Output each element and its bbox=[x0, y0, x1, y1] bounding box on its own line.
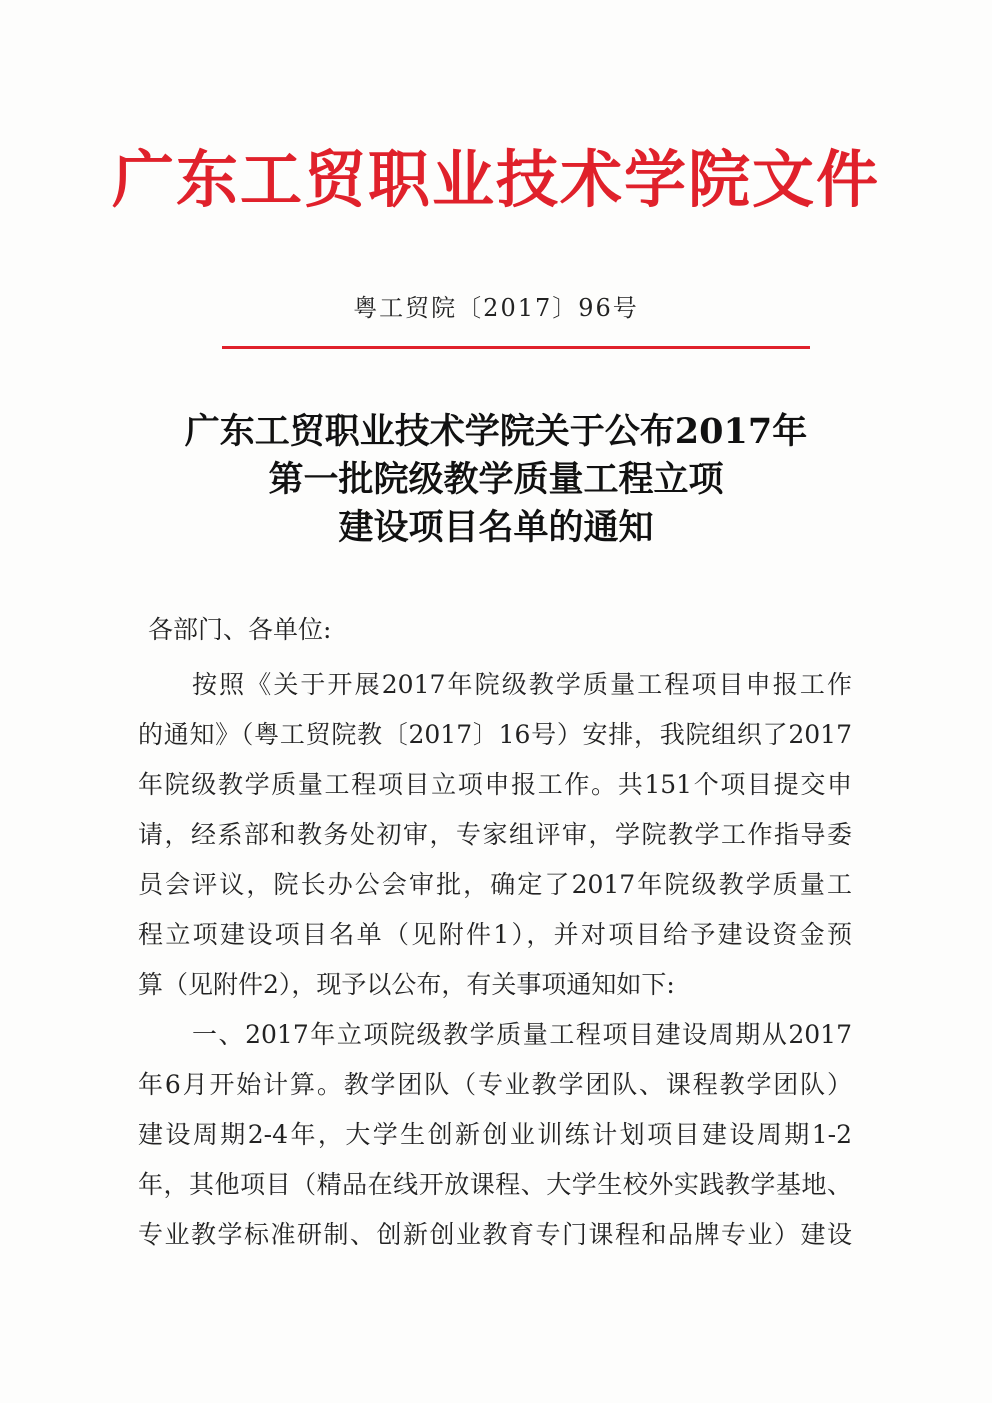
body-line: 程立项建设项目名单（见附件1），并对项目给予建设资金预 bbox=[138, 920, 852, 949]
masthead-title: 广东工贸职业技术学院文件 bbox=[111, 143, 880, 216]
body-line: 按照《关于开展2017年院级教学质量工程项目申报工作 bbox=[192, 670, 852, 699]
salutation: 各部门、各单位: bbox=[148, 615, 332, 644]
title-line-1: 广东工贸职业技术学院关于公布2017年 bbox=[184, 411, 808, 452]
title-line-2: 第一批院级教学质量工程立项 bbox=[268, 459, 724, 500]
body-line: 请，经系部和教务处初审，专家组评审，学院教学工作指导委 bbox=[138, 820, 852, 849]
document-number: 粤工贸院〔2017〕96号 bbox=[353, 294, 639, 322]
body-line: 员会评议，院长办公会审批，确定了2017年院级教学质量工 bbox=[138, 870, 852, 899]
title-line-3: 建设项目名单的通知 bbox=[338, 507, 654, 548]
body-line: 的通知》（粤工贸院教〔2017〕16号）安排，我院组织了2017 bbox=[138, 720, 852, 749]
body-line: 建设周期2-4年，大学生创新创业训练计划项目建设周期1-2 bbox=[138, 1120, 852, 1149]
body-line: 一、2017年立项院级教学质量工程项目建设周期从2017 bbox=[192, 1020, 852, 1049]
body-text bbox=[138, 660, 852, 1260]
body-line: 算（见附件2），现予以公布，有关事项通知如下: bbox=[138, 970, 675, 999]
body-line: 专业教学标准研制、创新创业教育专门课程和品牌专业）建设 bbox=[138, 1220, 852, 1249]
body-line: 年6月开始计算。教学团队（专业教学团队、课程教学团队） bbox=[138, 1070, 852, 1099]
red-divider bbox=[222, 346, 810, 349]
body-line: 年院级教学质量工程项目立项申报工作。共151个项目提交申 bbox=[138, 770, 852, 799]
notice-title bbox=[0, 408, 992, 552]
body-line: 年，其他项目（精品在线开放课程、大学生校外实践教学基地、 bbox=[138, 1170, 852, 1199]
